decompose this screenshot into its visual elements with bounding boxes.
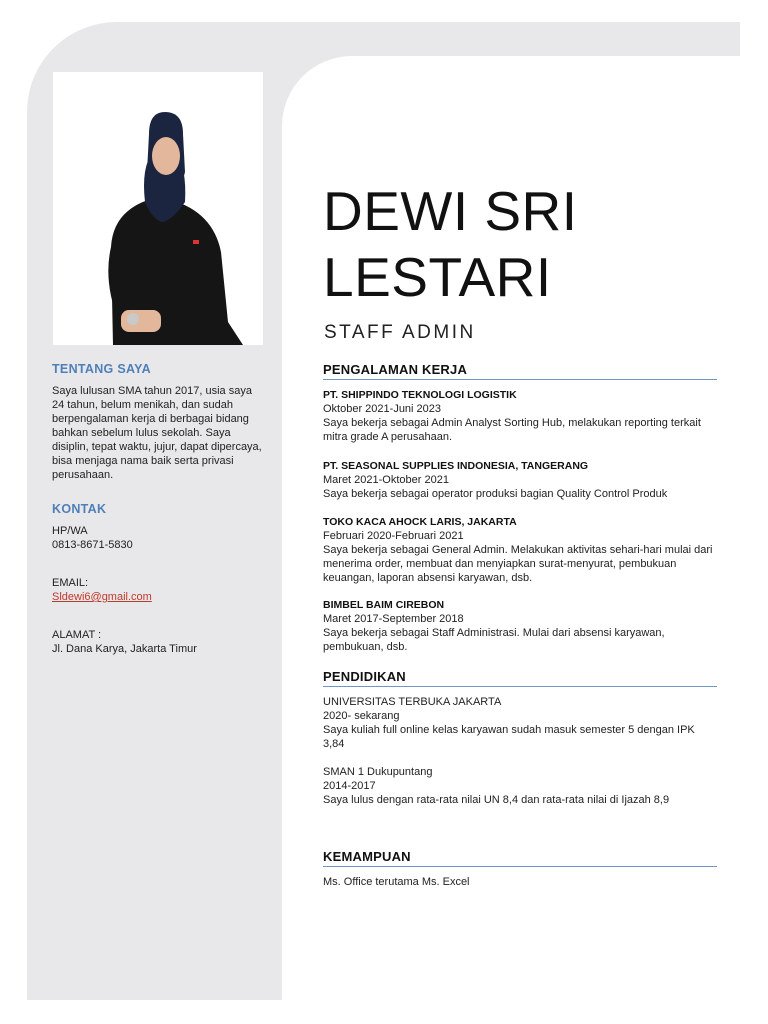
about-heading: TENTANG SAYA	[52, 362, 151, 376]
education-period: 2020- sekarang	[323, 710, 400, 722]
experience-item	[323, 515, 717, 585]
experience-company: PT. SHIPPINDO TEKNOLOGI LOGISTIK	[323, 389, 517, 401]
person-photo-icon	[53, 72, 263, 345]
experience-period: Maret 2021-Oktober 2021	[323, 474, 449, 486]
about-text: Saya lulusan SMA tahun 2017, usia saya 24 tahun, belum menikah, dan sudah berpengalaman kerja di berbagai bidang bahkan sebelum lulus sekolah. Saya disiplin, tepat waktu, jujur, dapat dipercaya, bisa menjaga nama baik serta privasi perusahaan.	[52, 385, 262, 481]
experience-desc: Saya bekerja sebagai Staff Administrasi. Mulai dari absensi karyawan, pembukuan, dsb.	[323, 627, 665, 653]
skills-text: Ms. Office terutama Ms. Excel	[323, 876, 470, 888]
name-line-2: LESTARI	[323, 246, 552, 308]
experience-desc: Saya bekerja sebagai Admin Analyst Sorting Hub, melakukan reporting terkait mitra grade A perusahaan.	[323, 417, 701, 443]
address-label: ALAMAT :	[52, 629, 102, 641]
experience-period: Februari 2020-Februari 2021	[323, 530, 464, 542]
experience-item	[323, 598, 717, 654]
education-heading: PENDIDIKAN	[323, 669, 717, 687]
experience-heading: PENGALAMAN KERJA	[323, 362, 717, 380]
phone-value: 0813-8671-5830	[52, 539, 133, 551]
education-school: UNIVERSITAS TERBUKA JAKARTA	[323, 696, 502, 708]
skills-heading: KEMAMPUAN	[323, 849, 717, 867]
contact-heading: KONTAK	[52, 502, 107, 516]
education-item	[323, 765, 717, 807]
sidebar	[52, 362, 267, 656]
full-name	[323, 178, 578, 310]
experience-company: TOKO KACA AHOCK LARIS, JAKARTA	[323, 516, 517, 528]
education-desc: Saya lulus dengan rata-rata nilai UN 8,4 dan rata-rata nilai di Ijazah 8,9	[323, 794, 670, 806]
experience-period: Oktober 2021-Juni 2023	[323, 403, 442, 415]
experience-period: Maret 2017-September 2018	[323, 613, 464, 625]
experience-item	[323, 388, 717, 444]
email-link[interactable]: Sldewi6@gmail.com	[52, 591, 152, 603]
main-content	[323, 362, 717, 889]
experience-company: BIMBEL BAIM CIREBON	[323, 599, 445, 611]
email-label: EMAIL:	[52, 577, 89, 589]
address-value: Jl. Dana Karya, Jakarta Timur	[52, 643, 197, 655]
profile-photo	[53, 72, 263, 345]
education-school: SMAN 1 Dukupuntang	[323, 766, 433, 778]
experience-desc: Saya bekerja sebagai General Admin. Melakukan aktivitas sehari-hari mulai dari menerima order, membuat dan menyiapkan surat-menyurat, pembukuan keuangan, laporan absensi karyawan, dsb.	[323, 544, 713, 584]
experience-item	[323, 459, 717, 501]
phone-label: HP/WA	[52, 525, 88, 537]
education-item	[323, 695, 717, 751]
job-title: STAFF ADMIN	[324, 322, 476, 343]
experience-desc: Saya bekerja sebagai operator produksi bagian Quality Control Produk	[323, 488, 668, 500]
education-desc: Saya kuliah full online kelas karyawan sudah masuk semester 5 dengan IPK 3,84	[323, 724, 695, 750]
experience-company: PT. SEASONAL SUPPLIES INDONESIA, TANGERANG	[323, 460, 589, 472]
education-period: 2014-2017	[323, 780, 376, 792]
name-line-1: DEWI SRI	[323, 180, 578, 242]
